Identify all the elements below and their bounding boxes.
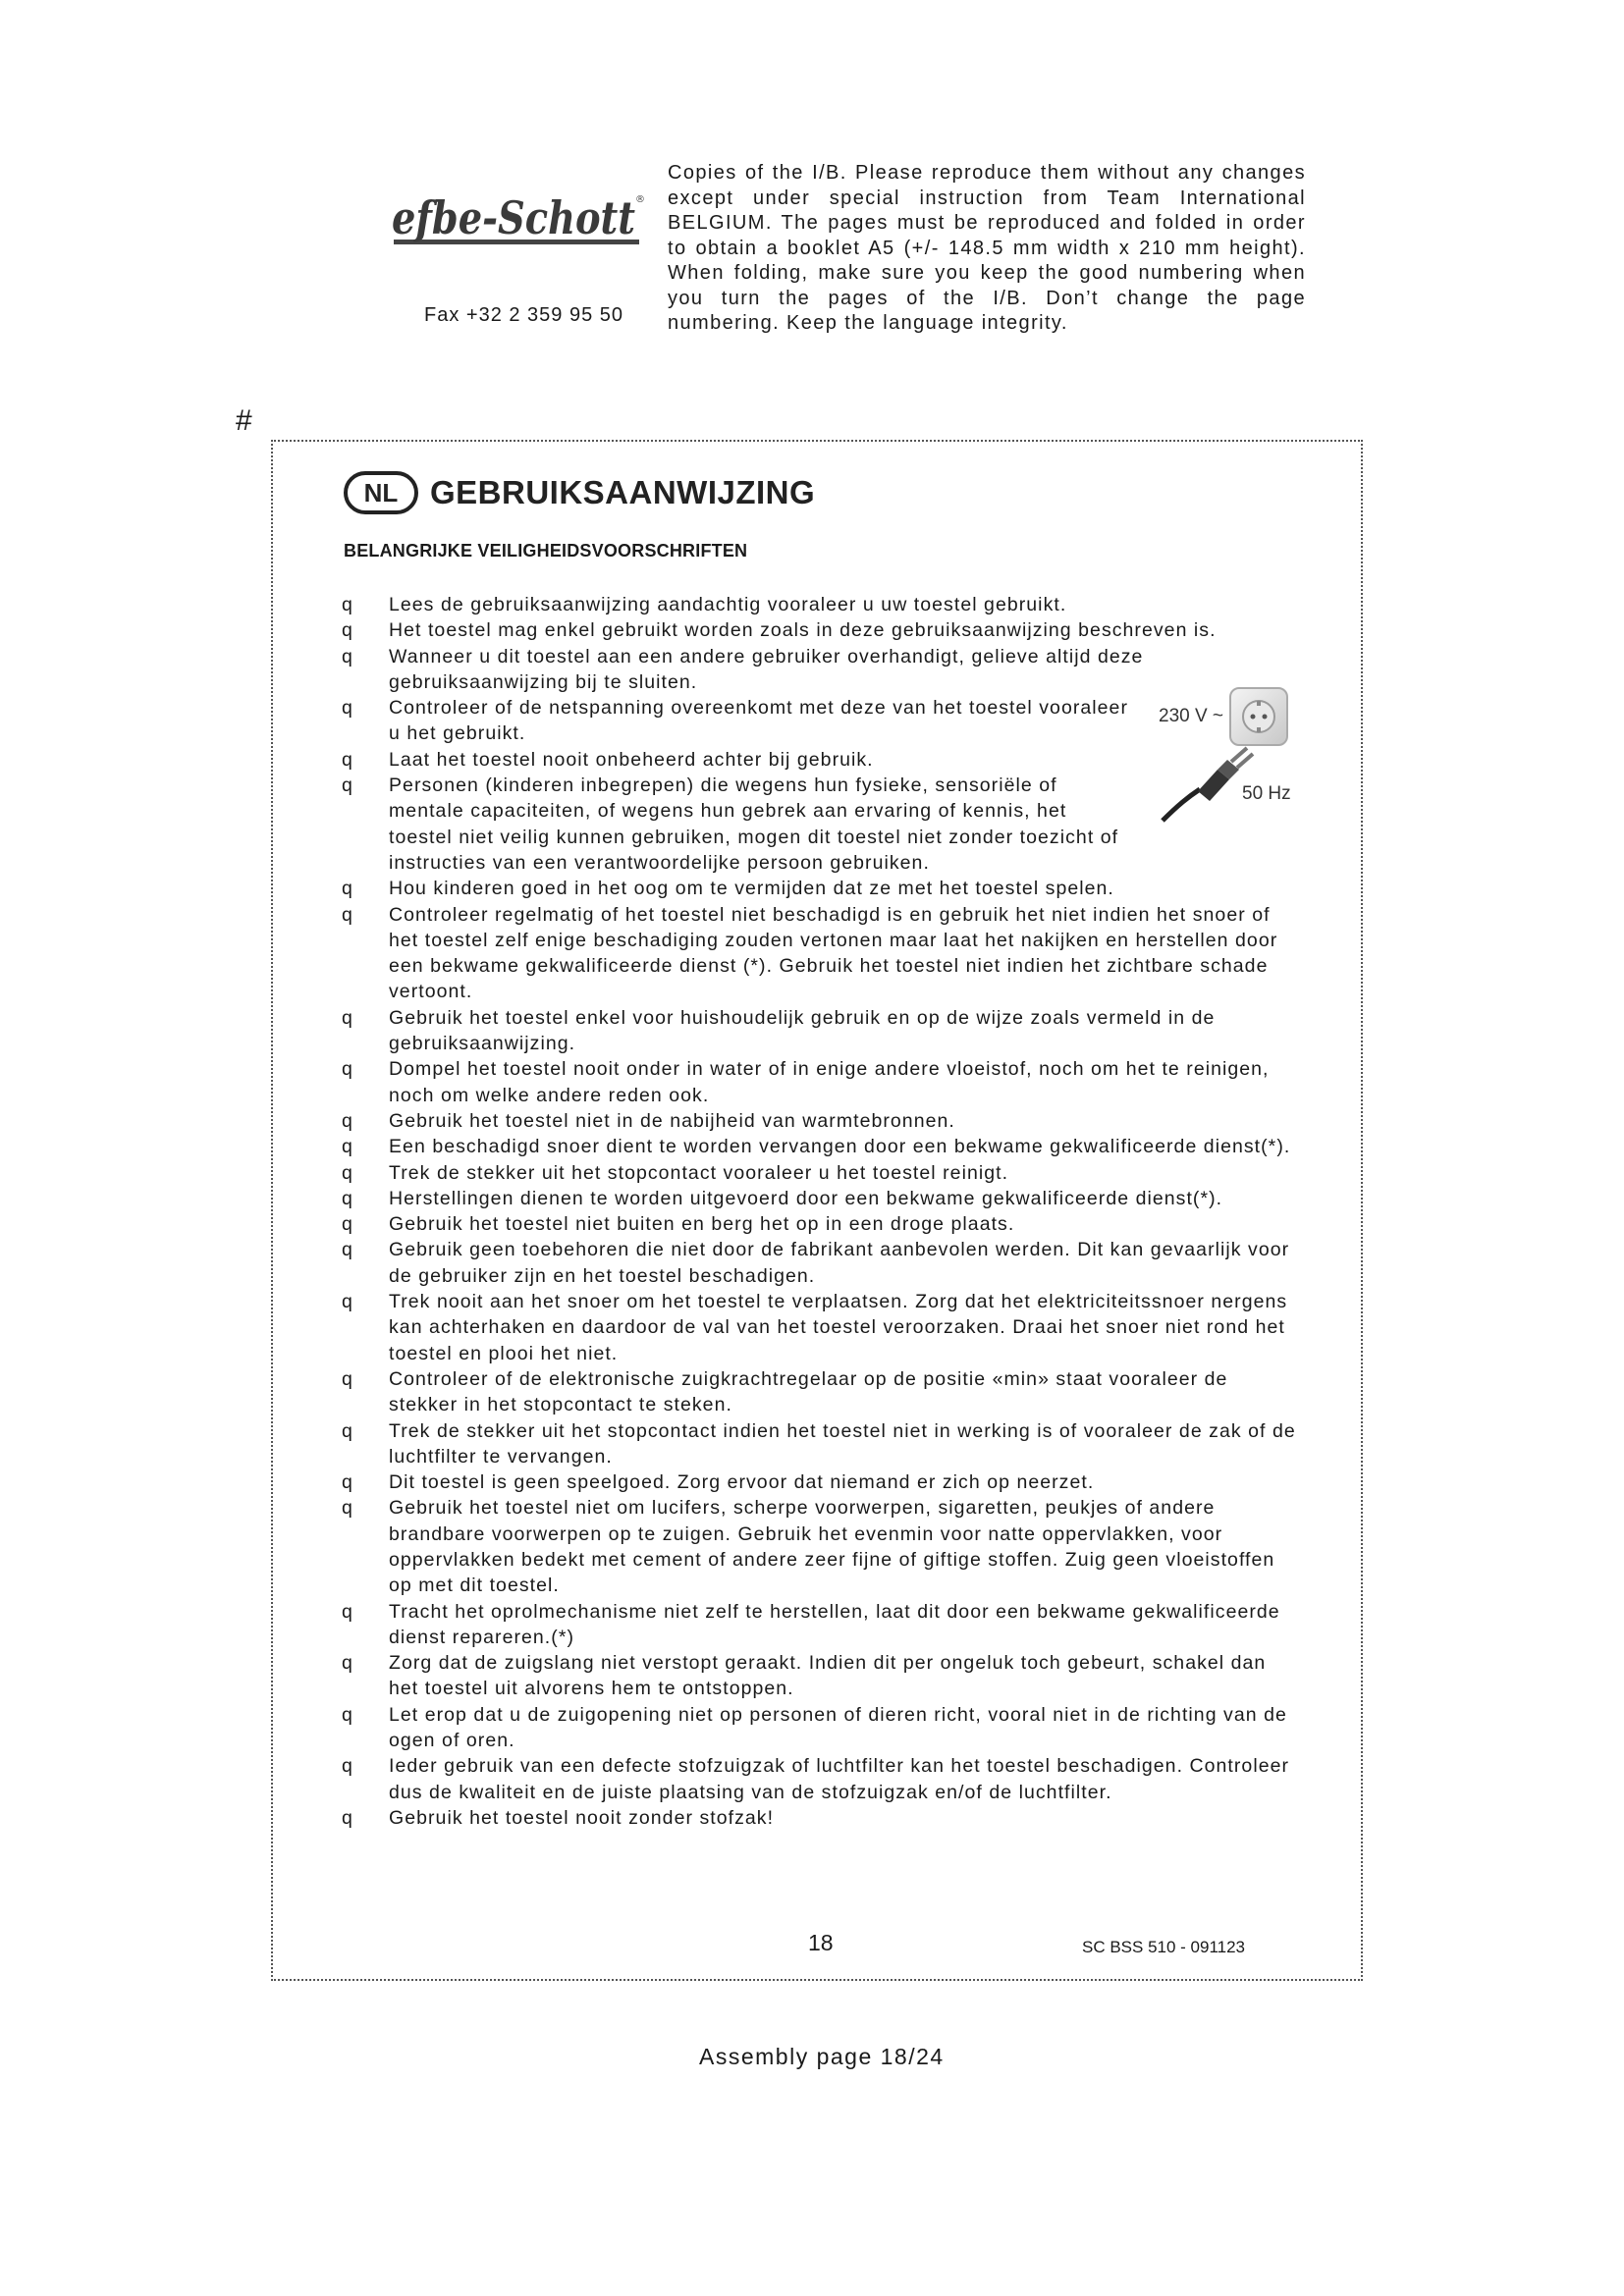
safety-rule	[342, 1211, 1299, 1237]
bullet-marker: q	[342, 1703, 353, 1726]
safety-rule-text: Dit toestel is geen speelgoed. Zorg ervoor dat niemand er zich op neerzet.	[389, 1471, 1095, 1494]
safety-rule-text: Lees de gebruiksaanwijzing aandachtig vooraleer u uw toestel gebruikt.	[389, 594, 1067, 615]
safety-rule-text: Gebruik het toestel niet buiten en berg het op in een droge plaats.	[389, 1213, 1015, 1236]
bullet-marker: q	[342, 619, 353, 642]
safety-rule-text: Gebruik geen toebehoren die niet door de fabrikant aanbevolen werden. Dit kan gevaarlijk voor de gebruiker zijn en het toestel beschadigen.	[389, 1239, 1290, 1287]
bullet-marker: q	[342, 594, 353, 615]
safety-rule-text: Controleer regelmatig of het toestel niet beschadigd is en gebruik het niet indien het snoer of het toestel zelf enige beschadiging zouden vertonen maar laat het nakijken en herstellen door een bekwame gekwalificeerde dienst (*). Gebruik het toestel niet indien het zichtbare schade vertoont.	[389, 903, 1278, 1003]
safety-rule	[342, 747, 1299, 773]
language-badge: NL	[344, 471, 418, 514]
manual-title: GEBRUIKSAANWIJZING	[430, 474, 816, 510]
safety-rule-text: Gebruik het toestel enkel voor huishoudelijk gebruik en op de wijze zoals vermeld in de gebruiksaanwijzing.	[389, 1006, 1216, 1055]
safety-rule-text: Controleer of de elektronische zuigkrachtregelaar op de positie «min» staat vooraleer de stekker in het stopcontact te steken.	[389, 1367, 1228, 1416]
safety-rule-text: Zorg dat de zuigslang niet verstopt geraakt. Indien dit per ongeluk toch gebeurt, schakel dan het toestel uit alvorens hem te ontstoppen.	[389, 1652, 1267, 1700]
voltage-indicator	[1159, 687, 1288, 746]
bullet-marker: q	[342, 1652, 353, 1675]
bullet-marker: q	[342, 1058, 353, 1081]
bullet-marker: q	[342, 774, 353, 797]
bullet-marker: q	[342, 1291, 353, 1313]
svg-text:efbe-Schott: efbe-Schott	[392, 191, 635, 244]
safety-rule-text: Ieder gebruik van een defecte stofzuigzak of luchtfilter kan het toestel beschadigen. Controleer dus de kwaliteit en de juiste plaatsing van de stofzuigzak en/of de luchtfilter.	[389, 1755, 1290, 1803]
bullet-marker: q	[342, 903, 353, 926]
bullet-marker: q	[342, 1806, 353, 1829]
safety-rule-text: Trek de stekker uit het stopcontact indien het toestel niet in werking is of vooraleer de zak of de luchtfilter te vervangen.	[389, 1419, 1296, 1468]
voltage-label: 230 V ~	[1159, 706, 1224, 726]
safety-rule-text: Het toestel mag enkel gebruikt worden zoals in deze gebruiksaanwijzing beschreven is.	[389, 619, 1217, 642]
safety-rule-text: Tracht het oprolmechanisme niet zelf te herstellen, laat dit door een bekwame gekwalificeerde dienst repareren.(*)	[389, 1600, 1280, 1648]
safety-rule	[342, 1418, 1299, 1470]
safety-rule	[342, 1160, 1299, 1186]
safety-rule	[342, 1366, 1299, 1418]
bullet-marker: q	[342, 1161, 353, 1184]
safety-rule-text: Gebruik het toestel niet in de nabijheid van warmtebronnen.	[389, 1109, 955, 1132]
page-number: 18	[808, 1930, 834, 1955]
safety-rule	[342, 1289, 1299, 1366]
safety-rule-text: Trek nooit aan het snoer om het toestel te verplaatsen. Zorg dat het elektriciteitssnoer nergens kan achterhaken en daardoor de val van het toestel veroorzaken. Draai het snoer niet rond het toestel en plooi het niet.	[389, 1291, 1288, 1364]
bullet-marker: q	[342, 1109, 353, 1132]
safety-rule	[342, 1056, 1299, 1108]
bullet-marker: q	[342, 1187, 353, 1209]
bullet-marker: q	[342, 1755, 353, 1778]
safety-rule-text: Gebruik het toestel nooit zonder stofzak!	[389, 1806, 775, 1829]
safety-rule-text: Trek de stekker uit het stopcontact vooraleer u het toestel reinigt.	[389, 1161, 1009, 1184]
safety-rule	[342, 1650, 1299, 1702]
bullet-marker: q	[342, 878, 353, 900]
safety-rule-text: Laat het toestel nooit onbeheerd achter bij gebruik.	[389, 748, 874, 771]
safety-rule	[342, 592, 1299, 617]
manual-heading	[344, 469, 815, 516]
safety-rule-text: Wanneer u dit toestel aan een andere gebruiker overhandigt, gelieve altijd deze gebruiksaanwijzing bij te sluiten.	[389, 645, 1144, 693]
safety-rule-text: Hou kinderen goed in het oog om te vermijden dat ze met het toestel spelen.	[389, 878, 1114, 900]
safety-rule-text: Personen (kinderen inbegrepen) die wegens hun fysieke, sensoriële of mentale capaciteiten, of wegens hun gebrek aan ervaring of kennis, het toestel niet veilig kunnen gebruiken, mogen dit toestel niet zonder toezicht of instructies van een verantwoordelijke persoon gebruiken.	[389, 774, 1119, 874]
safety-rule	[342, 1005, 1299, 1057]
bullet-marker: q	[342, 1419, 353, 1442]
bullet-marker: q	[342, 1136, 353, 1158]
svg-text:®: ®	[635, 194, 645, 205]
page-marker: #	[236, 404, 252, 437]
safety-rule	[342, 1702, 1299, 1754]
safety-rule	[342, 1805, 1299, 1831]
safety-rule	[342, 617, 1299, 643]
safety-rule	[342, 1599, 1299, 1651]
safety-rule	[342, 1134, 1299, 1159]
safety-rule	[342, 1469, 1299, 1495]
bullet-marker: q	[342, 1497, 353, 1520]
safety-rule-text: Gebruik het toestel niet om lucifers, scherpe voorwerpen, sigaretten, peukjes of andere brandbare voorwerpen op te zuigen. Gebruik het evenmin voor natte oppervlakken, voor oppervlakken bedekt met cement of andere zeer fijne of giftige stoffen. Zuig geen vloeistoffen op met dit toestel.	[389, 1497, 1275, 1597]
safety-rule-text: Een beschadigd snoer dient te worden vervangen door een bekwame gekwalificeerde dienst(*).	[389, 1136, 1291, 1158]
safety-rules-list	[342, 592, 1299, 1831]
power-socket-icon	[1229, 687, 1288, 746]
fax-number: Fax +32 2 359 95 50	[424, 304, 624, 326]
bullet-marker: q	[342, 1006, 353, 1029]
safety-rule	[342, 695, 1299, 747]
bullet-marker: q	[342, 1239, 353, 1261]
efbe-schott-logo	[388, 185, 648, 263]
safety-rule-text: Dompel het toestel nooit onder in water of in enige andere vloeistof, noch om het te reinigen, noch om welke andere reden ook.	[389, 1058, 1270, 1106]
safety-rule	[342, 773, 1299, 876]
bullet-marker: q	[342, 748, 353, 771]
model-code: SC BSS 510 - 091123	[1082, 1938, 1246, 1956]
reproduction-instructions: Copies of the I/B. Please reproduce them without any changes except under special instruction from Team International BELGIUM. The pages must be reproduced and folded in order to obtain a booklet A5 (+/- 148.5 mm width x 210 mm height). When folding, make sure you keep the good numbering when you turn the pages of the I/B. Don’t change the page numbering. Keep the language integrity.	[668, 162, 1306, 334]
bullet-marker: q	[342, 1471, 353, 1494]
section-title: BELANGRIJKE VEILIGHEIDSVOORSCHRIFTEN	[344, 541, 748, 561]
bullet-marker: q	[342, 1600, 353, 1623]
bullet-marker: q	[342, 645, 353, 667]
safety-rule	[342, 1108, 1299, 1134]
assembly-page-label: Assembly page 18/24	[699, 2044, 945, 2069]
safety-rule	[342, 876, 1299, 901]
safety-rule-text: Let erop dat u de zuigopening niet op personen of dieren richt, vooral niet in de richting van de ogen of oren.	[389, 1703, 1287, 1752]
safety-rule	[342, 1495, 1299, 1598]
safety-rule	[342, 644, 1299, 696]
safety-rule-text: Herstellingen dienen te worden uitgevoerd door een bekwame gekwalificeerde dienst(*).	[389, 1187, 1223, 1209]
bullet-marker: q	[342, 697, 353, 720]
safety-rule-text: Controleer of de netspanning overeenkomt met deze van het toestel vooraleer u het gebruikt.	[389, 697, 1128, 745]
safety-rule	[342, 1186, 1299, 1211]
bullet-marker: q	[342, 1367, 353, 1390]
safety-rule	[342, 1753, 1299, 1805]
safety-rule	[342, 902, 1299, 1005]
frequency-label: 50 Hz	[1242, 783, 1291, 804]
bullet-marker: q	[342, 1213, 353, 1236]
safety-rule	[342, 1237, 1299, 1289]
